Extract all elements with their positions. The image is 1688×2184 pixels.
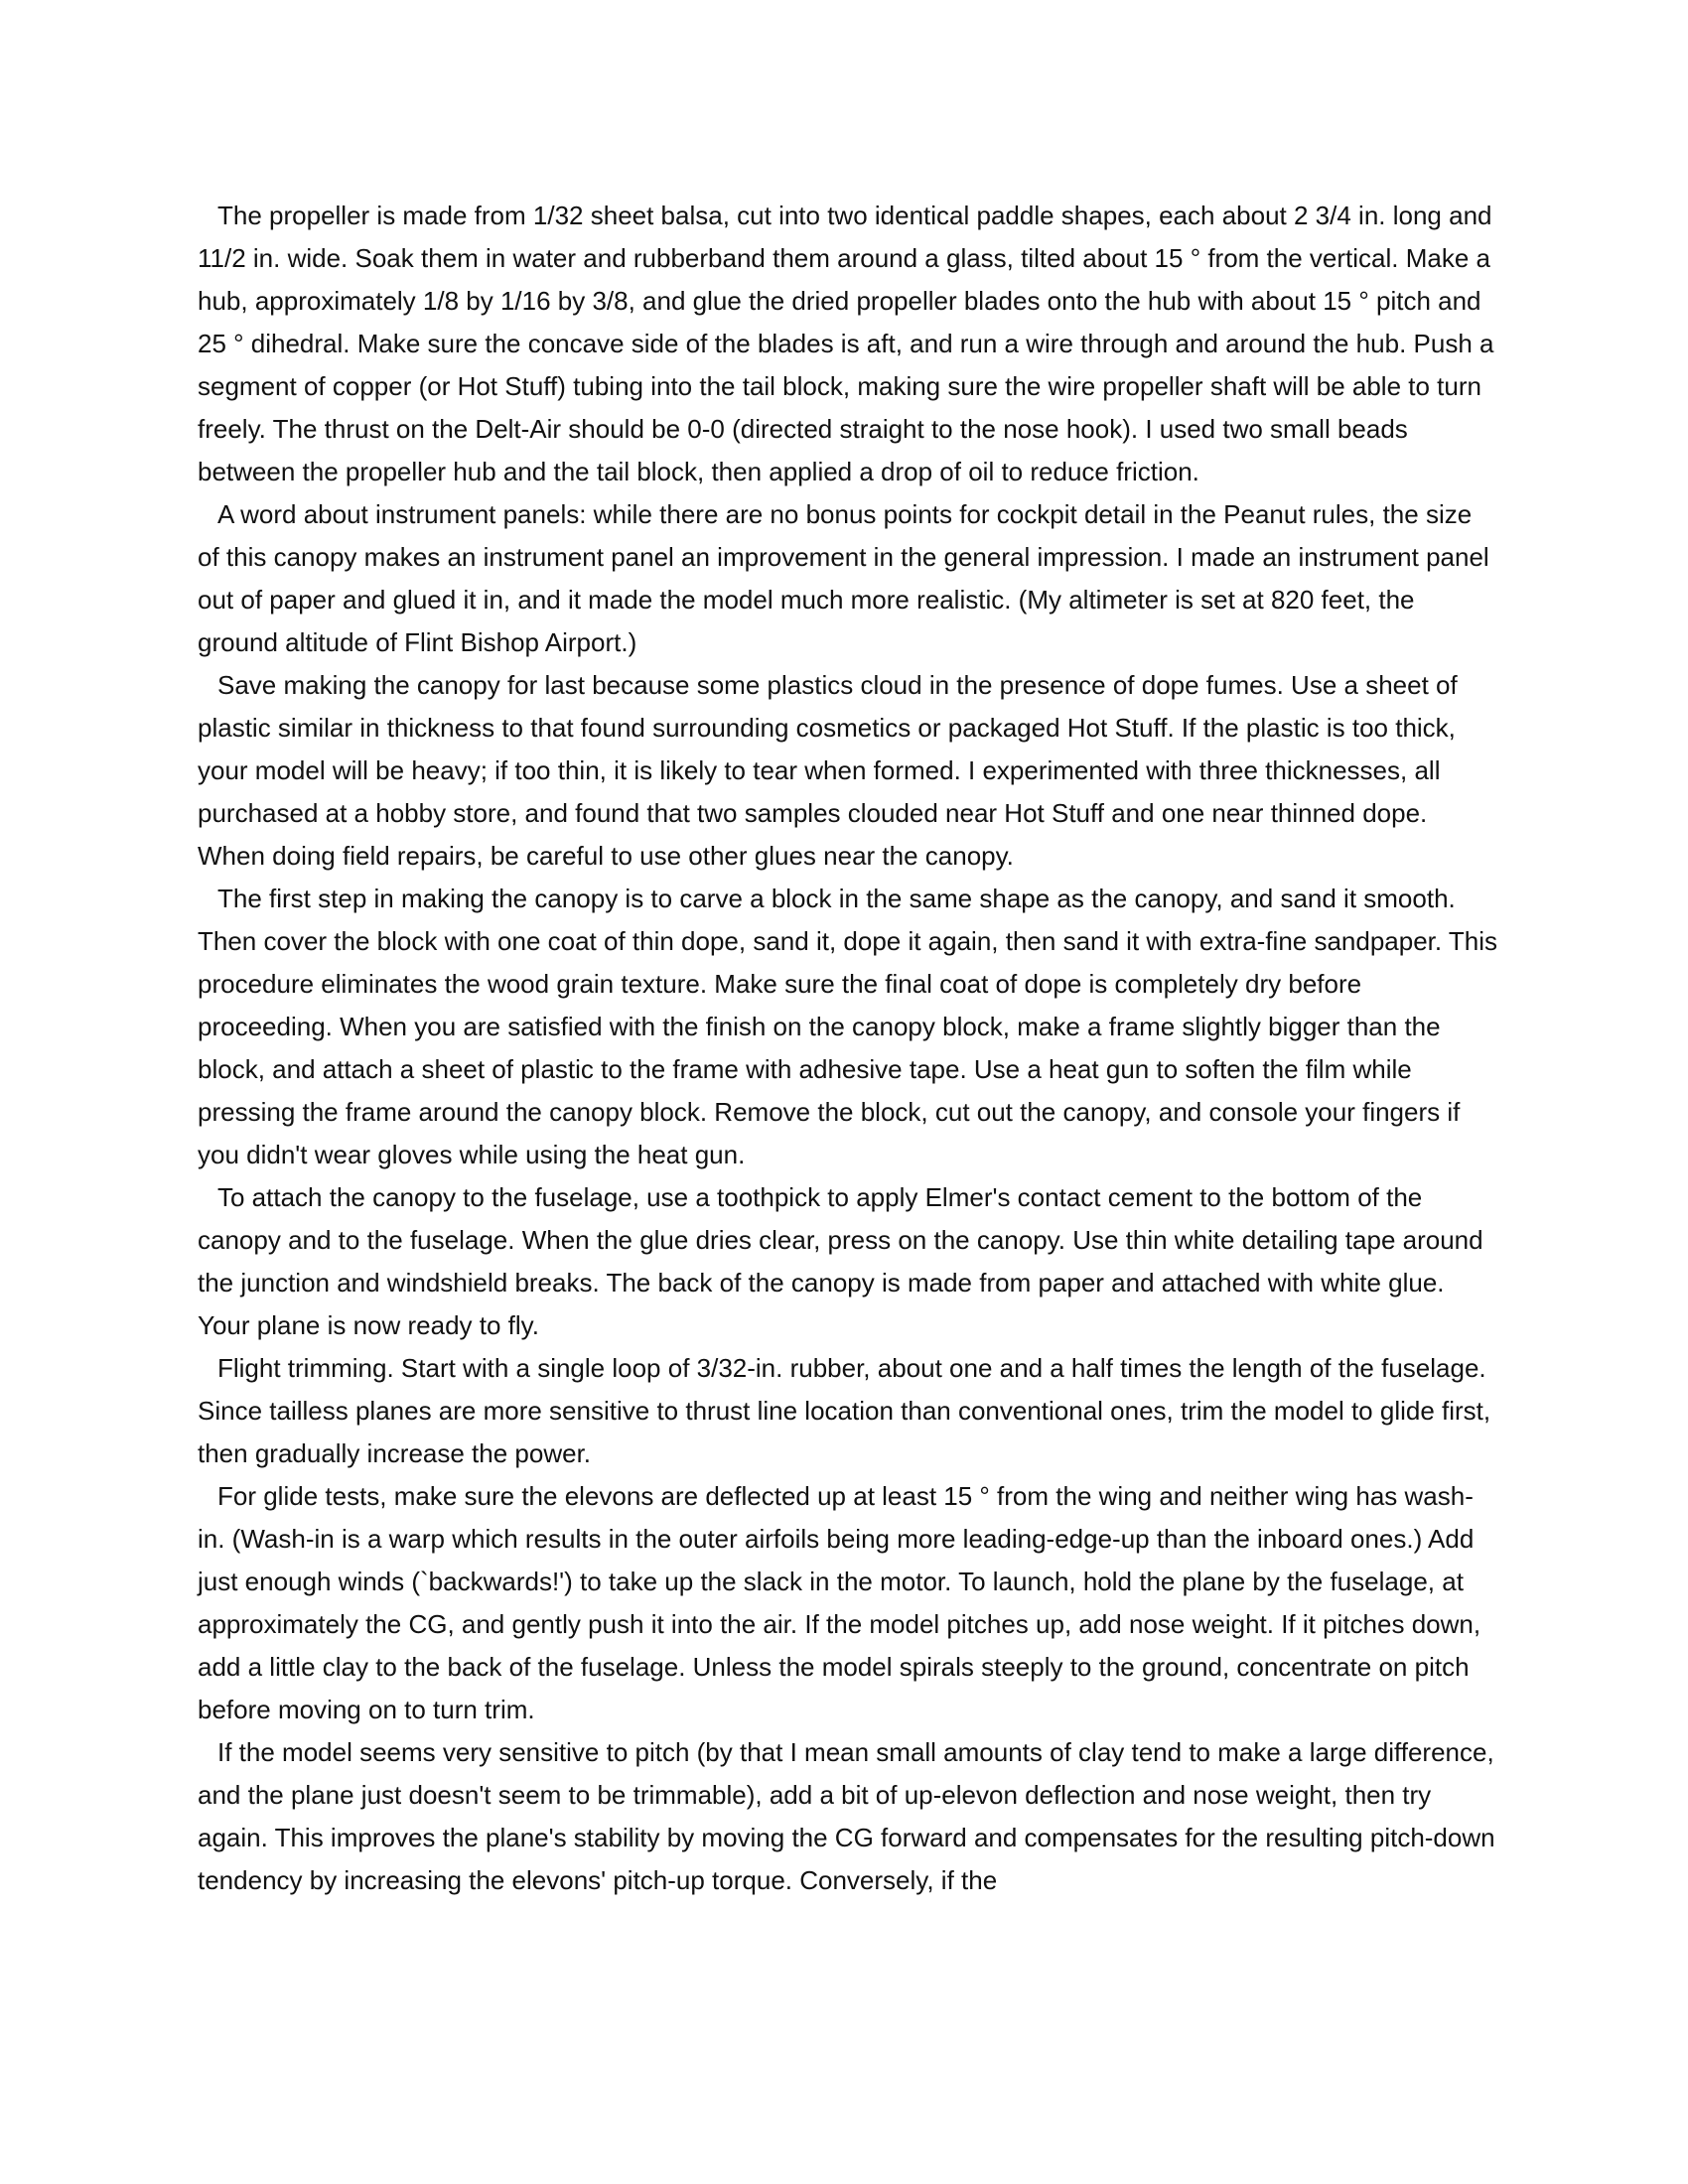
paragraph-instrument-panels: A word about instrument panels: while there are no bonus points for cockpit detail in the Peanut rules, the size of this canopy makes an instrument panel an improvement in the general impression. I made an instrument panel out of paper and glued it in, and it made the model much more realistic. (My altimeter is set at 820 feet, the ground altitude of Flint Bishop Airport.) bbox=[198, 499, 1489, 657]
paragraph-canopy-attach: To attach the canopy to the fuselage, use a toothpick to apply Elmer's contact cement to the bottom of the canopy and to the fuselage. When the glue dries clear, press on the canopy. Use thin white detailing tape around the junction and windshield breaks. The back of the canopy is made from paper and attached with white glue. Your plane is now ready to fly. bbox=[198, 1182, 1483, 1340]
paragraph-canopy-plastic: Save making the canopy for last because some plastics cloud in the presence of dope fumes. Use a sheet of plastic similar in thickness to that found surrounding cosmetics or packaged Hot Stuff. If the plastic is too thick, your model will be heavy; if too thin, it is likely to tear when formed. I experimented with three thicknesses, all purchased at a hobby store, and found that two samples clouded near Hot Stuff and one near thinned dope. When doing field repairs, be careful to use other glues near the canopy. bbox=[198, 670, 1458, 871]
paragraph-pitch-sensitivity: If the model seems very sensitive to pitch (by that I mean small amounts of clay tend to make a large difference, and the plane just doesn't seem to be trimmable), add a bit of up-elevon deflection and nose weight, then try again. This improves the plane's stability by moving the CG forward and compensates for the resulting pitch-down tendency by increasing the elevons' pitch-up torque. Conversely, if the bbox=[198, 1737, 1495, 1895]
paragraph-propeller: The propeller is made from 1/32 sheet balsa, cut into two identical paddle shapes, each about 2 3/4 in. long and 11/2 in. wide. Soak them in water and rubberband them around a glass, tilted about 15 ° from the vertical. Make a hub, approximately 1/8 by 1/16 by 3/8, and glue the dried propeller blades onto the hub with about 15 ° pitch and 25 ° dihedral. Make sure the concave side of the blades is aft, and run a wire through and around the hub. Push a segment of copper (or Hot Stuff) tubing into the tail block, making sure the wire propeller shaft will be able to turn freely. The thrust on the Delt-Air should be 0-0 (directed straight to the nose hook). I used two small beads between the propeller hub and the tail block, then applied a drop of oil to reduce friction. bbox=[198, 201, 1494, 486]
paragraph-flight-trimming: Flight trimming. Start with a single loop of 3/32-in. rubber, about one and a half times the length of the fuselage. Since tailless planes are more sensitive to thrust line location than conventional ones, trim the model to glide first, then gradually increase the power. bbox=[198, 1353, 1491, 1468]
document-page bbox=[198, 195, 1498, 1902]
paragraph-canopy-block: The first step in making the canopy is to carve a block in the same shape as the canopy, and sand it smooth. Then cover the block with one coat of thin dope, sand it, dope it again, then sand it with extra-fine sandpaper. This procedure eliminates the wood grain texture. Make sure the final coat of dope is completely dry before proceeding. When you are satisfied with the finish on the canopy block, make a frame slightly bigger than the block, and attach a sheet of plastic to the frame with adhesive tape. Use a heat gun to soften the film while pressing the frame around the canopy block. Remove the block, cut out the canopy, and console your fingers if you didn't wear gloves while using the heat gun. bbox=[198, 884, 1498, 1169]
paragraph-glide-tests: For glide tests, make sure the elevons are deflected up at least 15 ° from the wing and neither wing has wash-in. (Wash-in is a warp which results in the outer airfoils being more leading-edge-up than the inboard ones.) Add just enough winds (`backwards!') to take up the slack in the motor. To launch, hold the plane by the fuselage, at approximately the CG, and gently push it into the air. If the model pitches up, add nose weight. If it pitches down, add a little clay to the back of the fuselage. Unless the model spirals steeply to the ground, concentrate on pitch before moving on to turn trim. bbox=[198, 1481, 1481, 1724]
